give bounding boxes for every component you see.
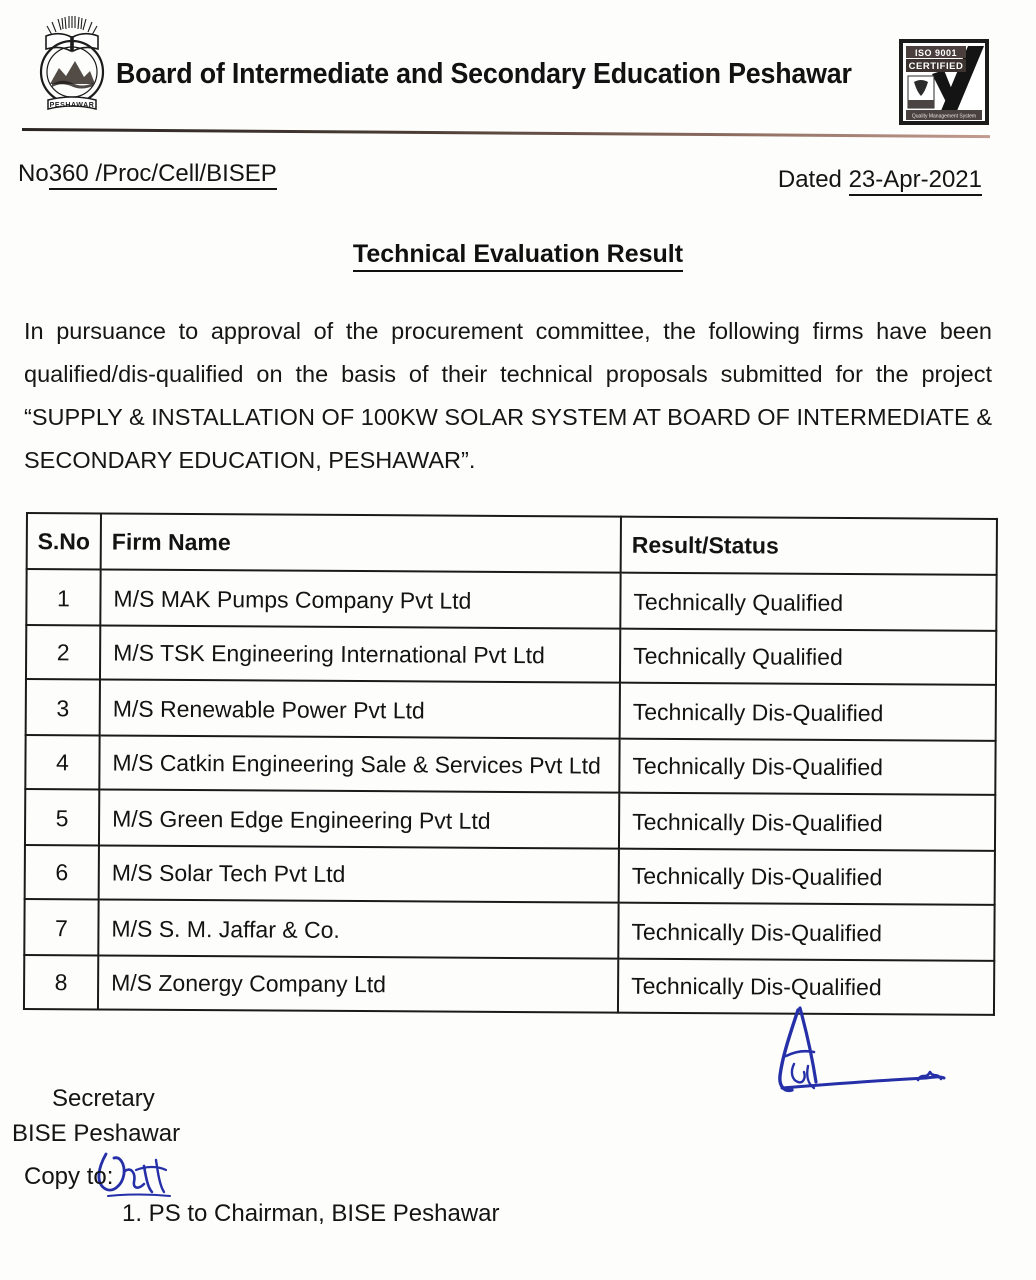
cell-firm-name: M/S MAK Pumps Company Pvt Ltd	[100, 569, 620, 628]
date-value: 23-Apr-2021	[849, 166, 982, 196]
table-row	[25, 845, 995, 905]
cell-firm-name: M/S Renewable Power Pvt Ltd	[100, 679, 620, 738]
handwritten-signature	[720, 1000, 980, 1108]
reference-number-value: 360 /Proc/Cell/BISEP	[49, 160, 277, 190]
document-date	[778, 166, 982, 194]
letterhead-divider	[22, 128, 990, 138]
cell-sno: 1	[26, 569, 100, 625]
board-crest-logo	[26, 14, 118, 118]
table-header	[27, 513, 997, 575]
cell-firm-name: M/S Solar Tech Pvt Ltd	[99, 845, 619, 902]
results-table-container	[23, 512, 996, 1016]
reference-number-label: No	[18, 160, 49, 187]
cell-result-status: Technically Qualified	[620, 573, 996, 631]
column-header-result: Result/Status	[621, 517, 997, 575]
reference-number	[18, 160, 277, 188]
date-label: Dated	[777, 166, 842, 193]
table-row	[26, 625, 996, 685]
copy-to-label: Copy to:	[24, 1163, 114, 1190]
svg-text:PESHAWAR: PESHAWAR	[49, 102, 95, 109]
cell-firm-name: M/S Catkin Engineering Sale & Services Pvt Ltd	[99, 735, 619, 792]
copy-to-list	[122, 1200, 500, 1228]
table-row	[25, 789, 995, 851]
page-title: Board of Intermediate and Secondary Education Peshawar	[116, 58, 852, 90]
cell-sno: 4	[25, 735, 99, 789]
cell-result-status: Technically Dis-Qualified	[618, 903, 994, 961]
letterhead	[0, 0, 1036, 132]
column-header-firm: Firm Name	[101, 513, 621, 572]
cell-result-status: Technically Dis-Qualified	[619, 739, 995, 795]
cell-result-status: Technically Qualified	[620, 629, 996, 685]
body-paragraph: In pursuance to approval of the procurement committee, the following firms have been qualified/dis-qualified on the basis of their technical proposals submitted for the project “SUPPLY & INSTALLATION OF 100KW SOLAR SYSTEM AT BOARD OF INTERMEDIATE & SECONDARY EDUCATION, PESHAWAR”.	[24, 318, 992, 473]
table-row	[25, 735, 995, 795]
column-header-sno: S.No	[27, 513, 101, 569]
cell-result-status: Technically Dis-Qualified	[618, 959, 994, 1015]
svg-text:Quality Management System: Quality Management System	[911, 113, 977, 120]
table-row	[24, 899, 994, 961]
copy-to-item: 1. PS to Chairman, BISE Peshawar	[122, 1200, 500, 1227]
cell-firm-name: M/S S. M. Jaffar & Co.	[98, 899, 618, 958]
cell-firm-name: M/S TSK Engineering International Pvt Ltd	[100, 625, 620, 682]
cell-firm-name: M/S Green Edge Engineering Pvt Ltd	[99, 789, 619, 848]
signature-block	[700, 1000, 1000, 1190]
document-title-text: Technical Evaluation Result	[353, 240, 683, 272]
reference-line	[18, 160, 1018, 194]
signatory-role: Secretary	[52, 1085, 155, 1112]
signatory-organization: BISE Peshawar	[12, 1120, 181, 1147]
iso-certified-icon	[898, 38, 990, 126]
svg-text:CERTIFIED: CERTIFIED	[908, 61, 964, 72]
table-body	[24, 569, 997, 1015]
cell-result-status: Technically Dis-Qualified	[619, 849, 995, 905]
technical-evaluation-table	[23, 512, 998, 1016]
cell-sno: 6	[25, 845, 99, 899]
cell-result-status: Technically Dis-Qualified	[619, 793, 995, 851]
cell-firm-name: M/S Zonergy Company Ltd	[98, 955, 618, 1012]
table-header-row	[27, 513, 997, 575]
table-row	[26, 569, 996, 631]
cell-sno: 2	[26, 625, 100, 679]
cell-sno: 7	[24, 899, 98, 955]
table-row	[26, 679, 996, 741]
cell-sno: 8	[24, 955, 98, 1009]
document-title	[0, 240, 1036, 269]
cell-sno: 5	[25, 789, 99, 845]
svg-text:ISO 9001: ISO 9001	[914, 48, 958, 58]
cell-sno: 3	[26, 679, 100, 735]
cell-result-status: Technically Dis-Qualified	[620, 683, 996, 741]
